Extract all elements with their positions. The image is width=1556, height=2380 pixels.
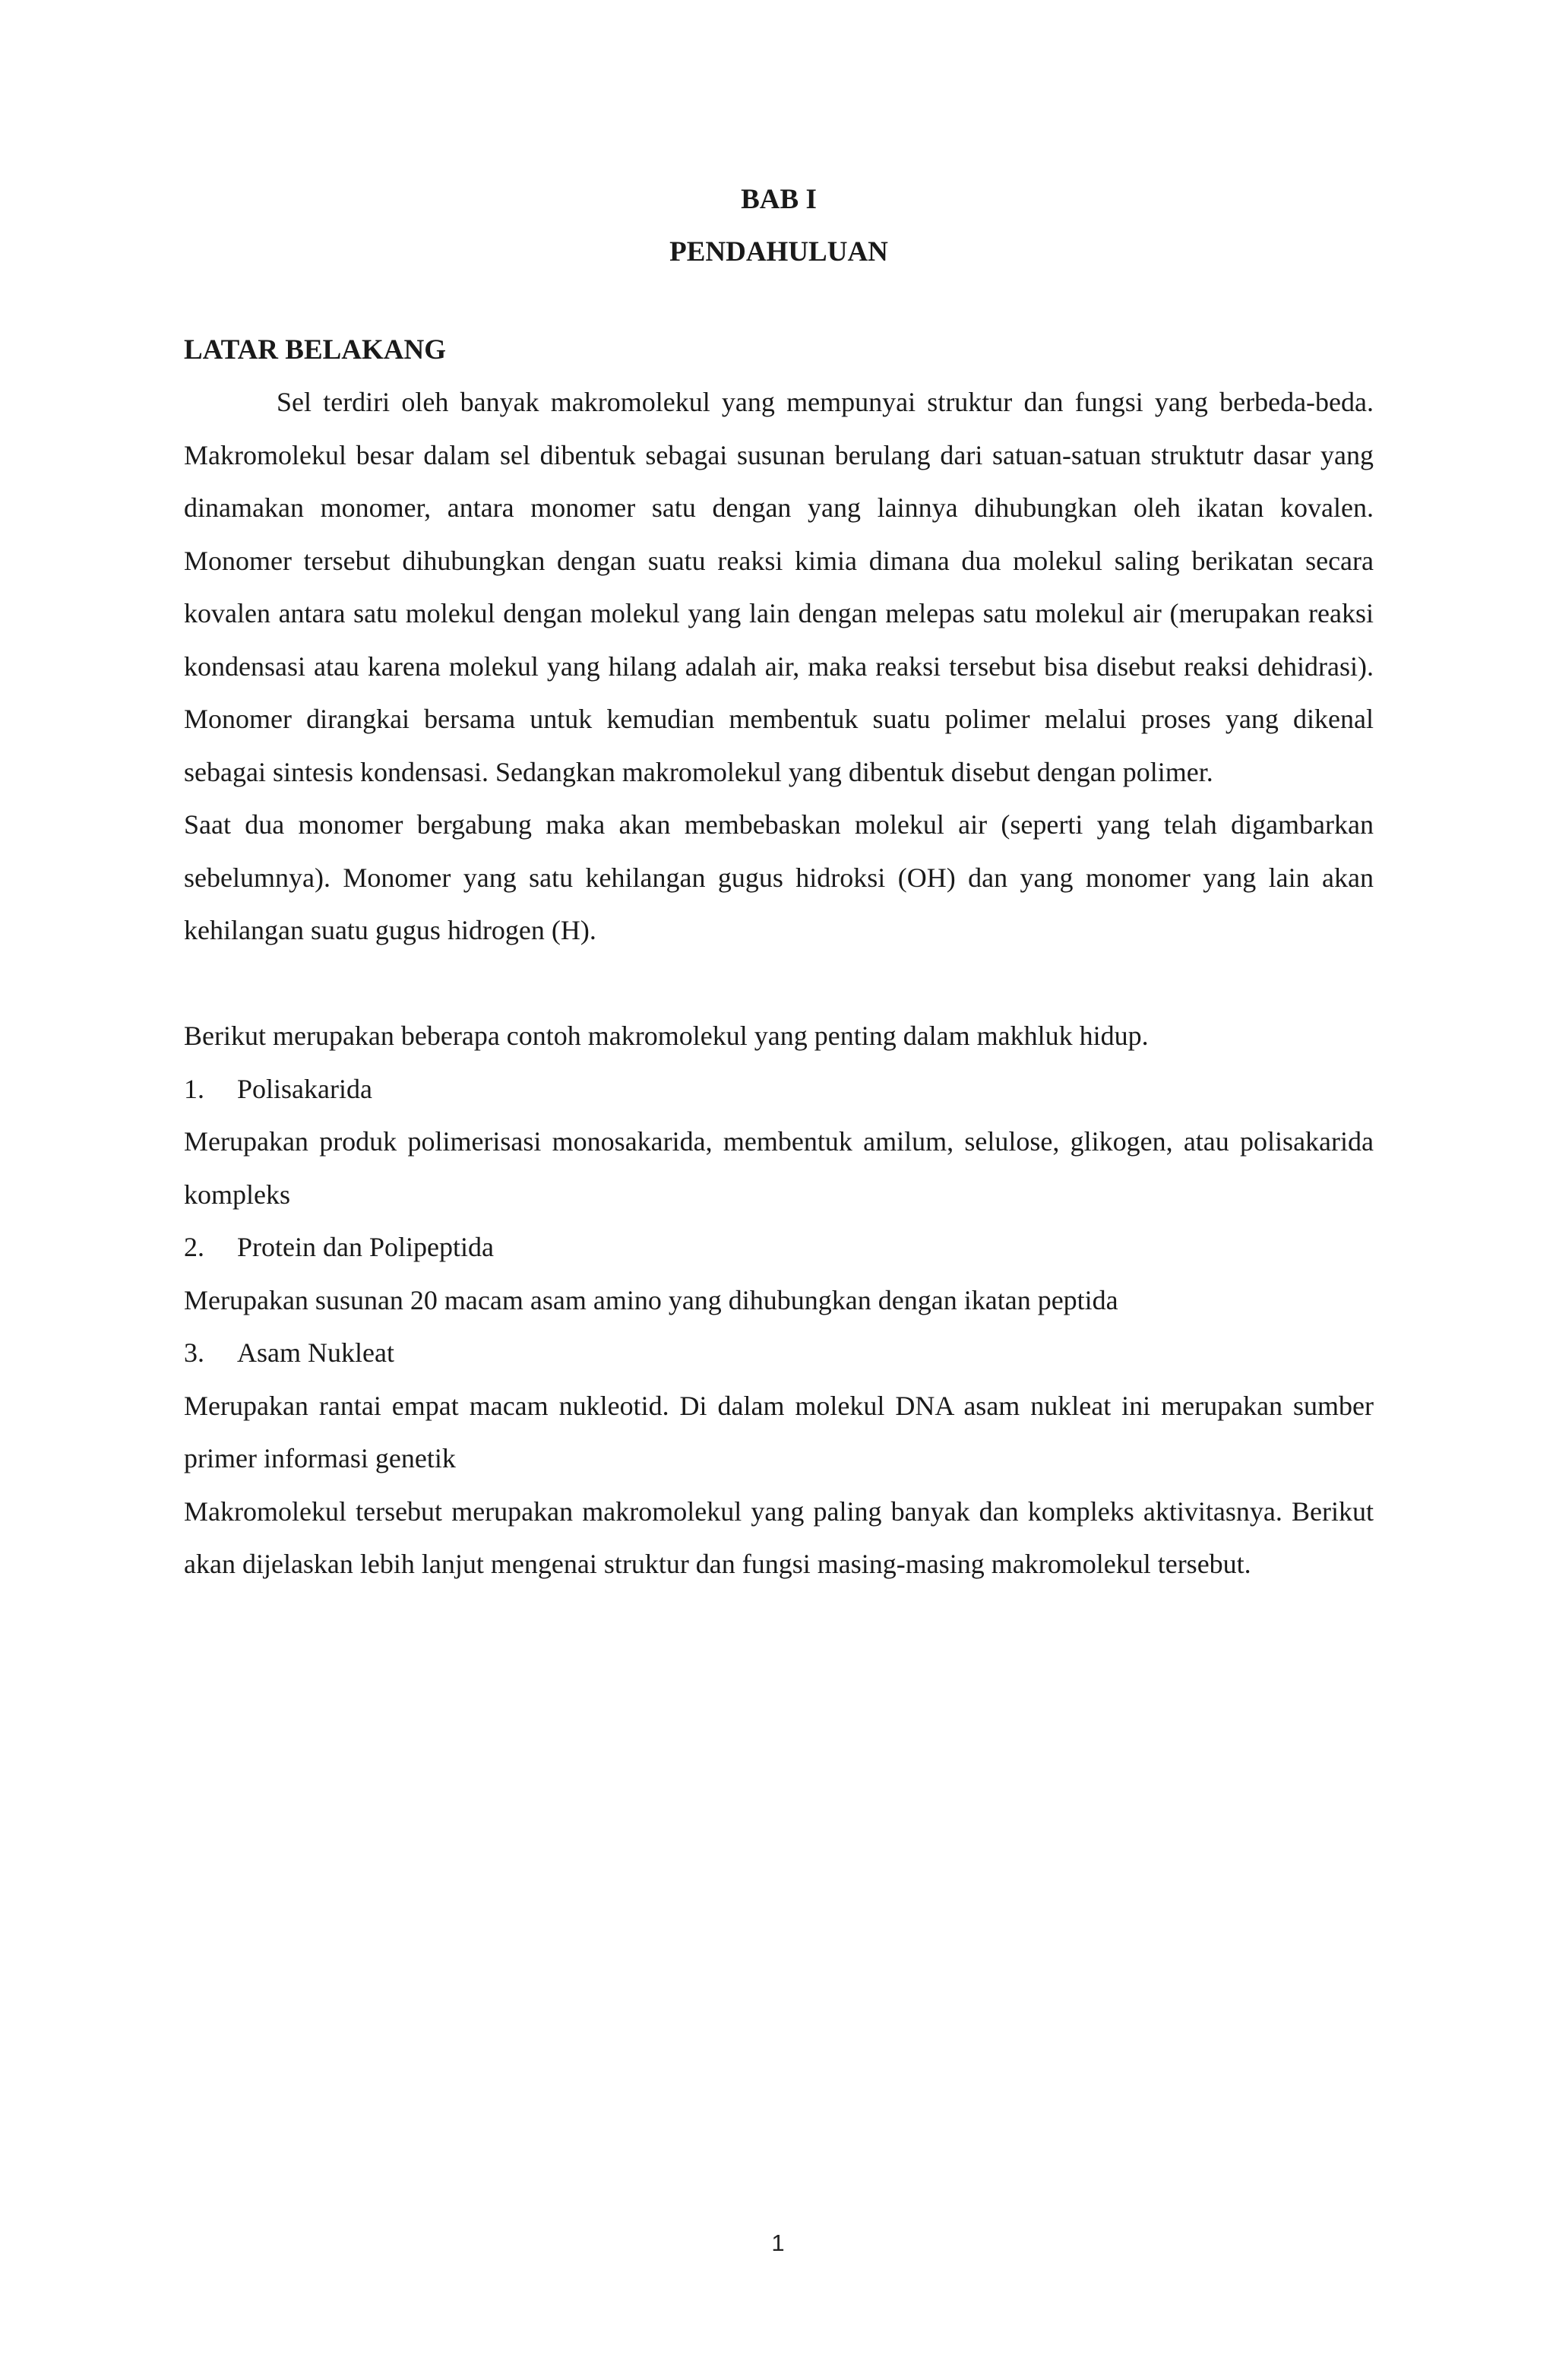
page-number: 1 [771,2230,785,2256]
list-item-number: 3. [184,1337,204,1368]
chapter-title: PENDAHULUAN [669,236,888,267]
section-heading: LATAR BELAKANG [184,334,447,366]
list-item-description: Merupakan produk polimerisasi monosakarida, membentuk amilum, selulose, glikogen, atau polisakarida kompleks [184,1126,1374,1210]
list-item-title [184,1221,1374,1274]
paragraph-background: Sel terdiri oleh banyak makromolekul yang mempunyai struktur dan fungsi yang berbeda-beda. Makromolekul besar dalam sel dibentuk sebagai susunan berulang dari satuan-satuan struktutr dasar yang dinamakan monomer, antara monomer satu dengan yang lainnya dihubungkan oleh ikatan kovalen. Monomer tersebut dihubungkan dengan suatu reaksi kimia dimana dua molekul saling berikatan secara kovalen antara satu molekul dengan molekul yang lain dengan melepas satu molekul air (merupakan reaksi kondensasi atau karena molekul yang hilang adalah air, maka reaksi tersebut bisa disebut reaksi dehidrasi). Monomer dirangkai bersama untuk kemudian membentuk suatu polimer melalui proses yang dikenal sebagai sintesis kondensasi. Sedangkan makromolekul yang dibentuk disebut dengan polimer. [184,387,1374,787]
list-item-number: 1. [184,1073,204,1104]
list-item-description: Merupakan susunan 20 macam asam amino yang dihubungkan dengan ikatan peptida [184,1284,1118,1315]
list-item-heading: Polisakarida [237,1073,372,1104]
page-content [184,173,1374,1591]
list-item-number: 2. [184,1232,204,1262]
paragraph-monomer: Saat dua monomer bergabung maka akan membebaskan molekul air (seperti yang telah digambarkan sebelumnya). Monomer yang satu kehilangan gugus hidroksi (OH) dan yang monomer yang lain akan kehilangan suatu gugus hidrogen (H). [184,809,1374,945]
spacer [184,957,1374,1011]
paragraph-closing: Makromolekul tersebut merupakan makromolekul yang paling banyak dan kompleks aktivitasnya. Berikut akan dijelaskan lebih lanjut mengenai struktur dan fungsi masing-masing makromolekul tersebut. [184,1495,1374,1579]
list-item-heading: Asam Nukleat [237,1337,394,1368]
list-item-title [184,1063,1374,1116]
list-item-heading: Protein dan Polipeptida [237,1232,494,1262]
list-item-description: Merupakan rantai empat macam nukleotid. Di dalam molekul DNA asam nukleat ini merupakan sumber primer informasi genetik [184,1390,1374,1473]
list-item-title [184,1327,1374,1380]
list-intro: Berikut merupakan beberapa contoh makromolekul yang penting dalam makhluk hidup. [184,1021,1149,1051]
chapter-label: BAB I [741,184,817,215]
